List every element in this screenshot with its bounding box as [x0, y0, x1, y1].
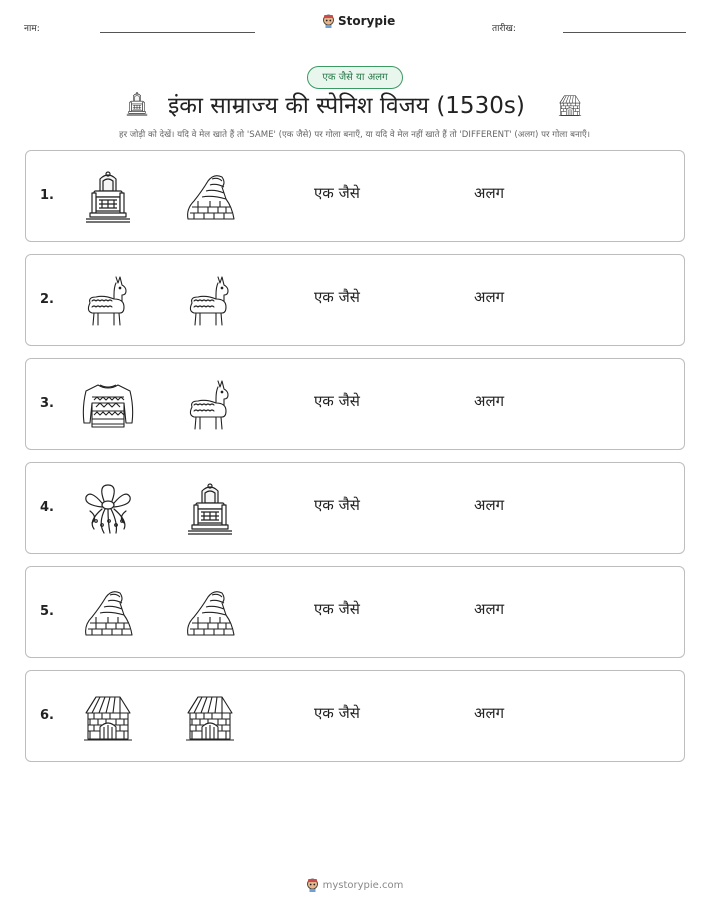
- different-option[interactable]: अलग: [474, 600, 505, 618]
- different-option[interactable]: अलग: [474, 496, 505, 514]
- name-label: नाम:: [24, 24, 40, 34]
- exercise-card: [25, 462, 685, 554]
- different-option[interactable]: अलग: [474, 704, 505, 722]
- item-number: 5.: [40, 604, 54, 619]
- wall-picture: [182, 585, 238, 641]
- throne-icon: [124, 91, 150, 117]
- throne-picture: [80, 169, 136, 225]
- title-row: [0, 88, 709, 124]
- brand-logo: [322, 14, 395, 28]
- storypie-mascot-icon: [306, 878, 319, 892]
- same-option[interactable]: एक जैसे: [314, 392, 360, 410]
- item-number: 4.: [40, 500, 54, 515]
- sweater-picture: [80, 377, 136, 433]
- exercise-card: [25, 670, 685, 762]
- different-option[interactable]: अलग: [474, 184, 505, 202]
- name-line: [100, 32, 255, 33]
- wall-picture: [182, 169, 238, 225]
- same-option[interactable]: एक जैसे: [314, 496, 360, 514]
- llama-picture: [80, 273, 136, 329]
- exercise-card: [25, 254, 685, 346]
- different-option[interactable]: अलग: [474, 288, 505, 306]
- llama-picture: [182, 273, 238, 329]
- storypie-mascot-icon: [322, 14, 335, 28]
- worksheet-type-badge: एक जैसे या अलग: [307, 66, 403, 89]
- exercise-card: [25, 150, 685, 242]
- same-option[interactable]: एक जैसे: [314, 600, 360, 618]
- page-title: इंका साम्राज्य की स्पेनिश विजय (1530s): [168, 93, 525, 119]
- same-option[interactable]: एक जैसे: [314, 288, 360, 306]
- house-picture: [182, 689, 238, 745]
- house-icon: [555, 92, 585, 118]
- item-number: 2.: [40, 292, 54, 307]
- instructions: हर जोड़ी को देखें। यदि वे मेल खाते हैं तो 'SAME' (एक जैसे) पर गोला बनाएँ, या यदि वे मेल नहीं खाते हैं तो 'DIFFERENT' (अलग) पर गोला बनाएँ।: [119, 130, 590, 140]
- brand-name: Storypie: [338, 14, 396, 28]
- date-line: [563, 32, 686, 33]
- footer: [0, 878, 709, 892]
- same-option[interactable]: एक जैसे: [314, 184, 360, 202]
- exercise-card: [25, 358, 685, 450]
- throne-picture: [182, 481, 238, 537]
- llama-picture: [182, 377, 238, 433]
- house-picture: [80, 689, 136, 745]
- footer-url: mystorypie.com: [322, 879, 404, 891]
- wall-picture: [80, 585, 136, 641]
- item-number: 1.: [40, 188, 54, 203]
- same-option[interactable]: एक जैसे: [314, 704, 360, 722]
- different-option[interactable]: अलग: [474, 392, 505, 410]
- quipu-picture: [80, 481, 136, 537]
- worksheet-header: [0, 12, 709, 42]
- exercise-card: [25, 566, 685, 658]
- date-label: तारीख:: [492, 24, 516, 34]
- item-number: 3.: [40, 396, 54, 411]
- item-number: 6.: [40, 708, 54, 723]
